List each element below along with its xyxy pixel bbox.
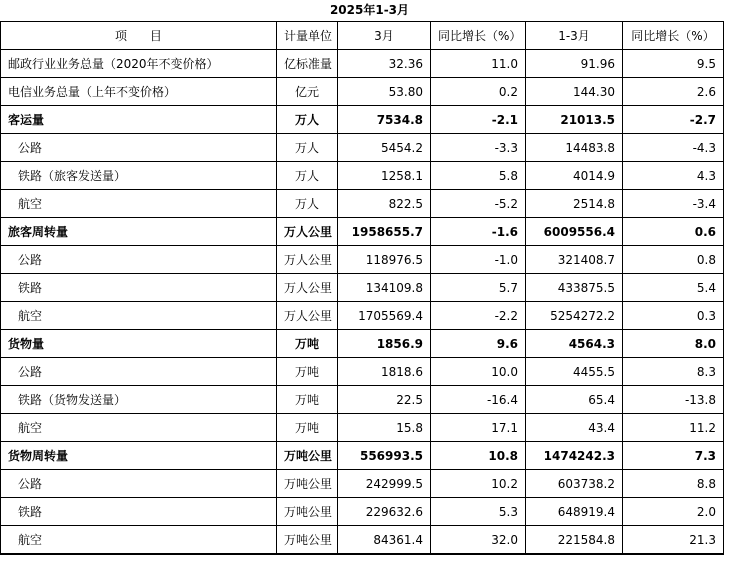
row-item: 公路 xyxy=(1,246,277,274)
row-item: 铁路（货物发送量） xyxy=(1,386,277,414)
row-month-yoy: 5.8 xyxy=(431,162,526,190)
row-cumulative: 5254272.2 xyxy=(526,302,623,330)
row-cumulative-yoy: 2.6 xyxy=(623,78,724,106)
row-month-yoy: 17.1 xyxy=(431,414,526,442)
row-cumulative-yoy: 11.2 xyxy=(623,414,724,442)
table-row xyxy=(1,526,724,555)
row-cumulative: 91.96 xyxy=(526,50,623,78)
header-month: 3月 xyxy=(338,22,431,50)
row-cumulative: 65.4 xyxy=(526,386,623,414)
row-month-yoy: 11.0 xyxy=(431,50,526,78)
table-row xyxy=(1,106,724,134)
table-title: 2025年1-3月 xyxy=(329,3,410,17)
row-item: 公路 xyxy=(1,470,277,498)
row-cumulative-yoy: 5.4 xyxy=(623,274,724,302)
row-month: 53.80 xyxy=(338,78,431,106)
row-cumulative: 2514.8 xyxy=(526,190,623,218)
row-unit: 万吨公里 xyxy=(277,526,338,555)
row-month-yoy: 5.7 xyxy=(431,274,526,302)
row-cumulative: 14483.8 xyxy=(526,134,623,162)
row-unit: 万吨公里 xyxy=(277,442,338,470)
table-row xyxy=(1,218,724,246)
statistics-table xyxy=(0,21,724,555)
row-unit: 万人 xyxy=(277,190,338,218)
row-item: 公路 xyxy=(1,134,277,162)
row-month: 7534.8 xyxy=(338,106,431,134)
row-month: 15.8 xyxy=(338,414,431,442)
row-unit: 万人 xyxy=(277,106,338,134)
row-month: 32.36 xyxy=(338,50,431,78)
row-month: 5454.2 xyxy=(338,134,431,162)
row-month: 134109.8 xyxy=(338,274,431,302)
row-unit: 万人公里 xyxy=(277,302,338,330)
row-cumulative-yoy: 4.3 xyxy=(623,162,724,190)
header-month-yoy: 同比增长（%） xyxy=(431,22,526,50)
row-month-yoy: 32.0 xyxy=(431,526,526,555)
row-unit: 亿标准量 xyxy=(277,50,338,78)
row-month-yoy: -1.6 xyxy=(431,218,526,246)
row-month-yoy: -5.2 xyxy=(431,190,526,218)
row-cumulative: 433875.5 xyxy=(526,274,623,302)
row-month: 1856.9 xyxy=(338,330,431,358)
row-unit: 万吨公里 xyxy=(277,470,338,498)
row-unit: 万吨 xyxy=(277,330,338,358)
table-row xyxy=(1,442,724,470)
row-month: 229632.6 xyxy=(338,498,431,526)
row-cumulative: 6009556.4 xyxy=(526,218,623,246)
row-month-yoy: -1.0 xyxy=(431,246,526,274)
row-month-yoy: -2.2 xyxy=(431,302,526,330)
row-month: 118976.5 xyxy=(338,246,431,274)
row-month: 242999.5 xyxy=(338,470,431,498)
header-item: 项 目 xyxy=(1,22,277,50)
row-month-yoy: -3.3 xyxy=(431,134,526,162)
table-row xyxy=(1,246,724,274)
row-month: 1705569.4 xyxy=(338,302,431,330)
row-cumulative-yoy: -2.7 xyxy=(623,106,724,134)
row-cumulative-yoy: -4.3 xyxy=(623,134,724,162)
row-cumulative: 603738.2 xyxy=(526,470,623,498)
row-cumulative-yoy: 0.6 xyxy=(623,218,724,246)
row-month: 556993.5 xyxy=(338,442,431,470)
table-row xyxy=(1,134,724,162)
row-item: 航空 xyxy=(1,302,277,330)
row-cumulative: 21013.5 xyxy=(526,106,623,134)
row-cumulative-yoy: 9.5 xyxy=(623,50,724,78)
row-cumulative-yoy: 2.0 xyxy=(623,498,724,526)
row-month-yoy: 10.2 xyxy=(431,470,526,498)
row-item: 电信业务总量（上年不变价格） xyxy=(1,78,277,106)
row-unit: 万吨 xyxy=(277,386,338,414)
row-cumulative: 648919.4 xyxy=(526,498,623,526)
table-row xyxy=(1,302,724,330)
row-cumulative-yoy: 21.3 xyxy=(623,526,724,555)
row-item: 货物量 xyxy=(1,330,277,358)
row-unit: 万吨公里 xyxy=(277,498,338,526)
table-row xyxy=(1,330,724,358)
row-item: 铁路 xyxy=(1,498,277,526)
row-cumulative-yoy: 0.3 xyxy=(623,302,724,330)
row-item: 铁路（旅客发送量） xyxy=(1,162,277,190)
row-cumulative-yoy: 7.3 xyxy=(623,442,724,470)
row-month-yoy: 0.2 xyxy=(431,78,526,106)
row-month-yoy: -16.4 xyxy=(431,386,526,414)
row-cumulative: 4014.9 xyxy=(526,162,623,190)
table-row xyxy=(1,78,724,106)
table-row xyxy=(1,162,724,190)
row-item: 货物周转量 xyxy=(1,442,277,470)
row-unit: 万人 xyxy=(277,134,338,162)
row-cumulative-yoy: 0.8 xyxy=(623,246,724,274)
row-cumulative: 4564.3 xyxy=(526,330,623,358)
row-month: 1818.6 xyxy=(338,358,431,386)
row-month: 84361.4 xyxy=(338,526,431,555)
header-cumulative-yoy: 同比增长（%） xyxy=(623,22,724,50)
row-unit: 万人公里 xyxy=(277,218,338,246)
row-cumulative: 4455.5 xyxy=(526,358,623,386)
row-cumulative: 321408.7 xyxy=(526,246,623,274)
row-month-yoy: 9.6 xyxy=(431,330,526,358)
header-row xyxy=(1,22,724,50)
table-row xyxy=(1,386,724,414)
row-month-yoy: -2.1 xyxy=(431,106,526,134)
row-month: 22.5 xyxy=(338,386,431,414)
table-row xyxy=(1,274,724,302)
table-row xyxy=(1,50,724,78)
row-item: 客运量 xyxy=(1,106,277,134)
row-cumulative: 221584.8 xyxy=(526,526,623,555)
row-item: 邮政行业业务总量（2020年不变价格） xyxy=(1,50,277,78)
row-unit: 万吨 xyxy=(277,358,338,386)
table-row xyxy=(1,190,724,218)
row-cumulative-yoy: -13.8 xyxy=(623,386,724,414)
row-month-yoy: 10.8 xyxy=(431,442,526,470)
table-row xyxy=(1,414,724,442)
row-cumulative-yoy: 8.0 xyxy=(623,330,724,358)
table-row xyxy=(1,358,724,386)
row-item: 旅客周转量 xyxy=(1,218,277,246)
row-unit: 万吨 xyxy=(277,414,338,442)
header-unit: 计量单位 xyxy=(277,22,338,50)
row-item: 航空 xyxy=(1,526,277,555)
row-cumulative-yoy: 8.3 xyxy=(623,358,724,386)
header-cumulative: 1-3月 xyxy=(526,22,623,50)
row-unit: 万人公里 xyxy=(277,274,338,302)
row-unit: 万人公里 xyxy=(277,246,338,274)
row-cumulative: 1474242.3 xyxy=(526,442,623,470)
row-item: 公路 xyxy=(1,358,277,386)
row-cumulative-yoy: -3.4 xyxy=(623,190,724,218)
row-month: 1958655.7 xyxy=(338,218,431,246)
table-row xyxy=(1,498,724,526)
row-month-yoy: 10.0 xyxy=(431,358,526,386)
row-unit: 亿元 xyxy=(277,78,338,106)
row-item: 航空 xyxy=(1,414,277,442)
row-month: 822.5 xyxy=(338,190,431,218)
row-item: 铁路 xyxy=(1,274,277,302)
row-cumulative-yoy: 8.8 xyxy=(623,470,724,498)
row-item: 航空 xyxy=(1,190,277,218)
row-cumulative: 43.4 xyxy=(526,414,623,442)
row-month: 1258.1 xyxy=(338,162,431,190)
row-unit: 万人 xyxy=(277,162,338,190)
row-cumulative: 144.30 xyxy=(526,78,623,106)
row-month-yoy: 5.3 xyxy=(431,498,526,526)
table-row xyxy=(1,470,724,498)
